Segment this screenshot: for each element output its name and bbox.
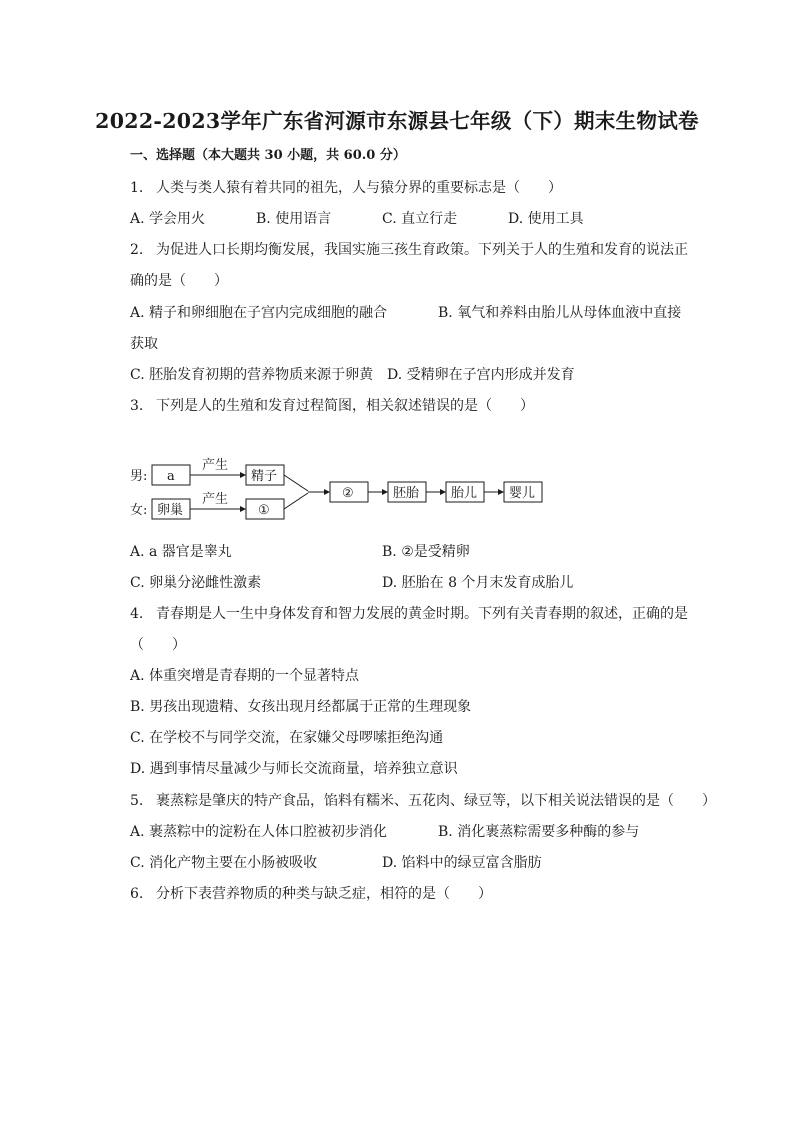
question-stem: 人类与类人猿有着共同的祖先，人与猿分界的重要标志是（ ） [156, 180, 562, 196]
question-6 [130, 883, 492, 903]
page-title: 2022-2023学年广东省河源市东源县七年级（下）期末生物试卷 [95, 109, 699, 133]
q5-option-b: B. 消化裹蒸粽需要多种酶的参与 [438, 824, 640, 840]
question-4 [130, 603, 688, 623]
q4-option-b: B. 男孩出现遗精、女孩出现月经都属于正常的生理现象 [130, 699, 472, 715]
q4-option-a: A. 体重突增是青春期的一个显著特点 [130, 668, 360, 684]
q5-option-a: A. 裹蒸粽中的淀粉在人体口腔被初步消化 [130, 824, 388, 840]
arrowhead [440, 489, 446, 495]
question-number: 4. [130, 606, 144, 622]
box-fetus-label: 胎儿 [451, 486, 478, 501]
produce-label-male: 产生 [202, 458, 229, 473]
question-2 [130, 239, 688, 259]
q5-option-d: D. 馅料中的绿豆富含脂肪 [382, 855, 542, 871]
box-a-label: a [167, 469, 175, 484]
question-stem: 青春期是人一生中身体发育和智力发展的黄金时期。下列有关青春期的叙述，正确的是 [156, 606, 688, 622]
q5-option-c: C. 消化产物主要在小肠被吸收 [130, 855, 318, 871]
q3-option-c: C. 卵巢分泌雌性激素 [130, 575, 262, 591]
box-zygote-label: ② [342, 486, 354, 501]
q1-option-d: D. 使用工具 [508, 211, 584, 227]
question-2-stem-cont: 确的是（ ） [130, 273, 228, 289]
box-egg-label: ① [258, 503, 270, 518]
q4-option-c: C. 在学校不与同学交流，在家嫌父母啰嗦拒绝沟通 [130, 730, 444, 746]
q2-option-b: B. 氧气和养料由胎儿从母体血液中直接 [438, 305, 682, 321]
q3-option-d: D. 胚胎在 8 个月末发育成胎儿 [382, 575, 574, 591]
q2-option-d: D. 受精卵在子宫内形成并发育 [387, 367, 575, 383]
question-4-stem-cont: （ ） [130, 637, 186, 653]
label-male: 男: [130, 469, 148, 484]
q3-option-a: A. a 器官是睾丸 [130, 544, 232, 560]
arrowhead [240, 506, 246, 512]
question-stem: 分析下表营养物质的种类与缺乏症，相符的是（ ） [156, 886, 492, 902]
merge-line-lower [284, 493, 308, 509]
q1-option-c: C. 直立行走 [382, 211, 458, 227]
q4-option-d: D. 遇到事情尽量减少与师长交流商量，培养独立意识 [130, 761, 458, 777]
q2-option-b-cont: 获取 [130, 336, 158, 352]
question-stem: 下列是人的生殖和发育过程简图，相关叙述错误的是（ ） [156, 398, 534, 414]
label-female: 女: [130, 503, 148, 518]
arrowhead [240, 472, 246, 478]
arrowhead [382, 489, 388, 495]
section-heading: 一、选择题（本大题共 30 小题，共 60.0 分） [130, 148, 406, 163]
question-1 [130, 177, 562, 197]
box-sperm-label: 精子 [251, 469, 278, 484]
box-ovary-label: 卵巢 [157, 503, 184, 518]
arrowhead [498, 489, 504, 495]
merge-line-upper [284, 475, 308, 491]
box-embryo-label: 胚胎 [393, 486, 420, 501]
question-3 [130, 395, 534, 415]
question-number: 5. [130, 793, 144, 809]
question-number: 6. [130, 886, 144, 902]
question-stem: 裹蒸粽是肇庆的特产食品，馅料有糯米、五花肉、绿豆等，以下相关说法错误的是（ ） [156, 793, 716, 809]
question-stem: 为促进人口长期均衡发展，我国实施三孩生育政策。下列关于人的生殖和发育的说法正 [156, 242, 688, 258]
question-number: 2. [130, 242, 144, 258]
box-baby-label: 婴儿 [509, 486, 536, 501]
q2-option-c: C. 胚胎发育初期的营养物质来源于卵黄 [130, 367, 374, 383]
reproduction-flow-diagram [130, 455, 560, 525]
q1-option-a: A. 学会用火 [130, 211, 206, 227]
q2-option-a: A. 精子和卵细胞在子宫内完成细胞的融合 [130, 305, 388, 321]
q1-option-b: B. 使用语言 [256, 211, 332, 227]
produce-label-female: 产生 [202, 492, 229, 507]
arrowhead [324, 489, 330, 495]
question-number: 3. [130, 398, 144, 414]
question-number: 1. [130, 180, 144, 196]
question-5 [130, 790, 716, 810]
q3-option-b: B. ②是受精卵 [382, 544, 470, 560]
